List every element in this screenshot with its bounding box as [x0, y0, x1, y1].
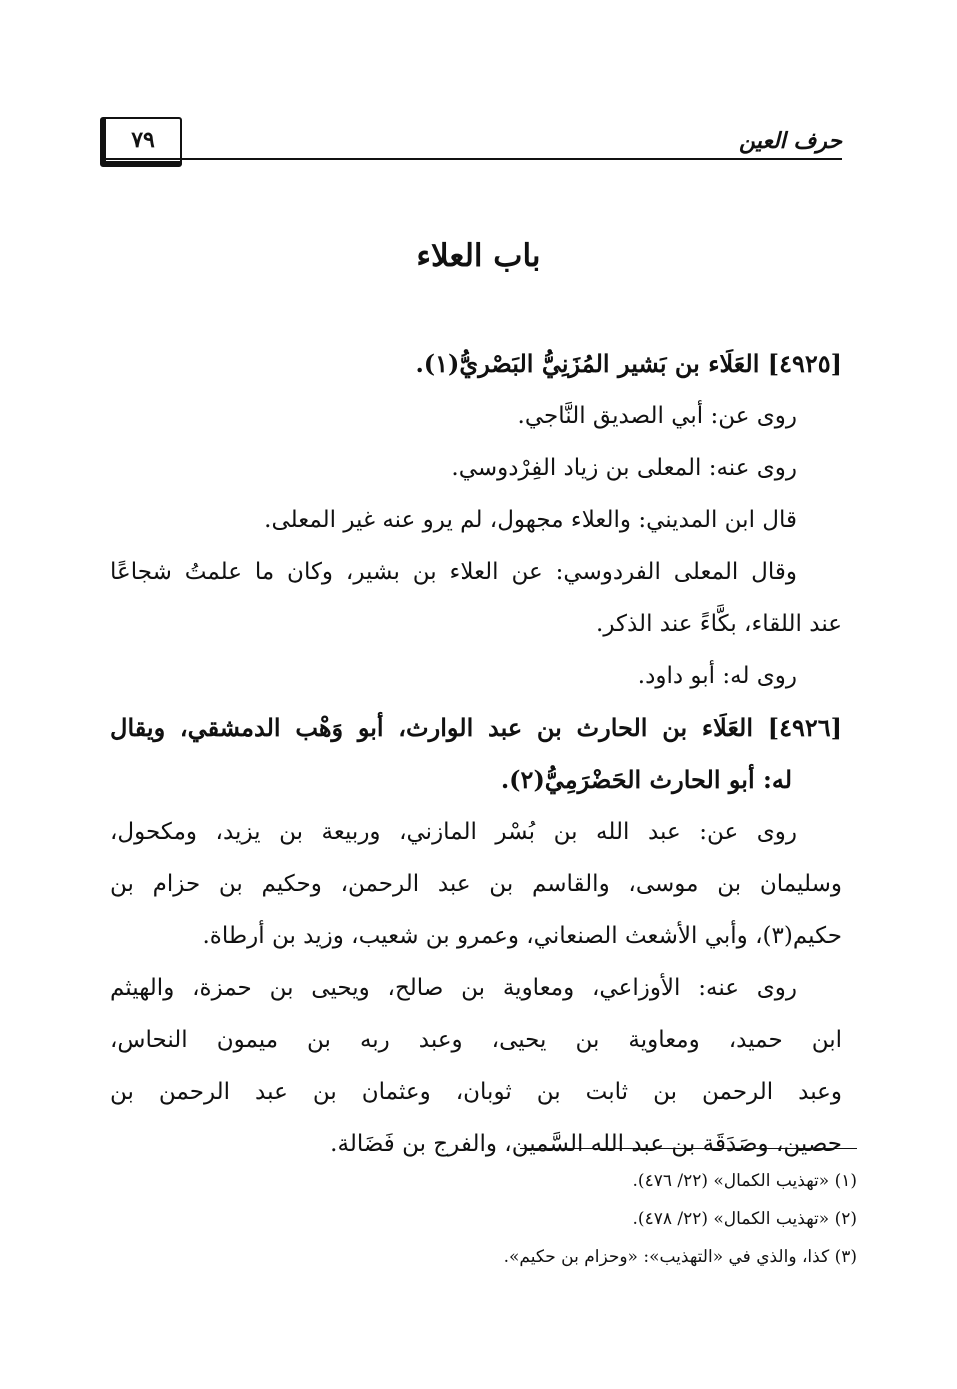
entry-heading: له: أبو الحارث الحَضْرَمِيُّ(٢).	[500, 765, 792, 794]
footnotes	[504, 1162, 857, 1276]
running-title: حرف العين	[738, 128, 842, 154]
footnote-rule	[520, 1148, 857, 1149]
paragraph-line: روى عنه: المعلى بن زياد الفِرْدوسي.	[451, 455, 797, 481]
header-rule	[100, 158, 842, 160]
paragraph-line: عند اللقاء، بكَّاءً عند الذكر.	[596, 611, 842, 637]
footnote: (١) «تهذيب الكمال» (٢٢/ ٤٧٦).	[632, 1171, 857, 1191]
paragraph-line: قال ابن المديني: والعلاء مجهول، لم يرو عنه غير المعلى.	[264, 507, 797, 533]
page-number: ٧٩	[100, 117, 182, 167]
entry-heading: [٤٩٢٥] العَلَاء بن بَشير المُزَنِيُّ البَصْريُّ(١).	[415, 349, 842, 378]
paragraph-line: وعبد الرحمن بن ثابت بن ثوبان، وعثمان بن عبد الرحمن بن	[110, 1079, 842, 1105]
paragraph-line: روى عن: أبي الصديق النَّاجي.	[517, 403, 797, 429]
paragraph-line: حصين، وصَدَقَة بن عبد الله السَّمين، والفرج بن فَضَالة.	[330, 1131, 842, 1157]
paragraph-line: روى له: أبو داود.	[637, 663, 797, 689]
footnote: (٣) كذا، والذي في «التهذيب»: «وحزام بن حكيم».	[503, 1247, 857, 1267]
entry-heading: [٤٩٢٦] العَلَاء بن الحارث بن عبد الوارث، أبو وَهْب الدمشقي، ويقال	[110, 713, 842, 742]
paragraph-line: وسليمان بن موسى، والقاسم بن عبد الرحمن، وحكيم بن حزام بن	[110, 871, 842, 897]
paragraph-line: وقال المعلى الفردوسي: عن العلاء بن بشير، وكان ما علمتُ شجاعًا	[110, 559, 797, 585]
paragraph-line: روى عنه: الأوزاعي، ومعاوية بن صالح، ويحيى بن حمزة، والهيثم	[110, 975, 797, 1001]
paragraph-line: حكيم(٣)، وأبي الأشعث الصنعاني، وعمرو بن شعيب، وزيد بن أرطاة.	[202, 923, 842, 949]
page-body	[110, 338, 842, 1170]
paragraph-line: ابن حميد، ومعاوية بن يحيى، وعبد ربه بن ميمون النحاس،	[110, 1027, 842, 1053]
chapter-title: باب العلاء	[416, 238, 541, 274]
footnote: (٢) «تهذيب الكمال» (٢٢/ ٤٧٨).	[632, 1209, 857, 1229]
paragraph-line: روى عن: عبد الله بن بُسْر المازني، وربيعة بن يزيد، ومكحول،	[110, 819, 797, 845]
